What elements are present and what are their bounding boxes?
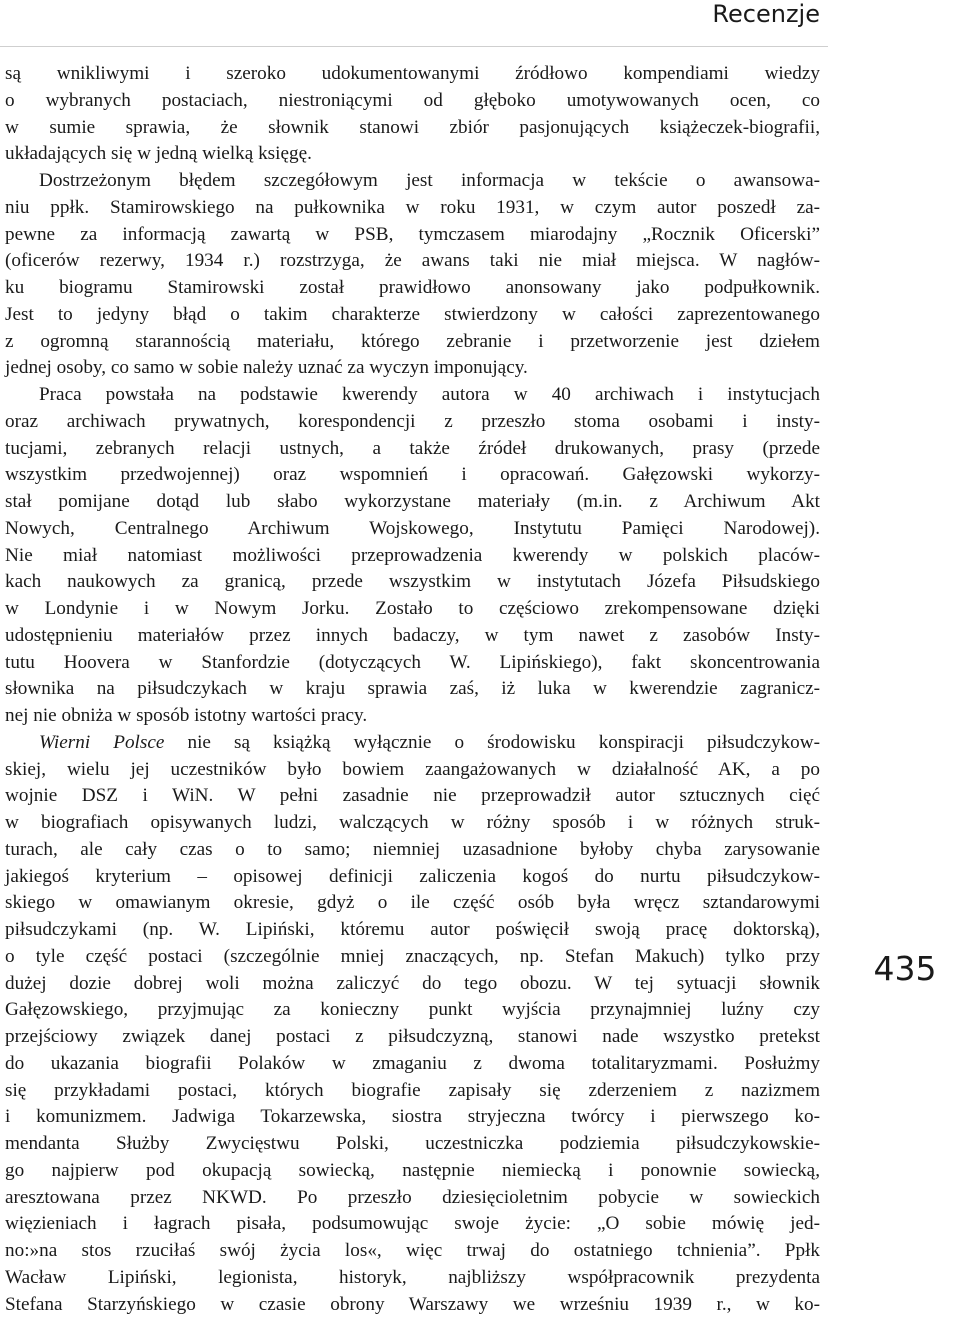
text-line-rest: nie są książką wyłącznie o środowisku konspiracji piłsudczykow-: [187, 731, 821, 753]
text-line: więzieniach i łagrach pisała, podsumowując swoje życie: „O sobie mówię jed-: [5, 1213, 820, 1235]
body-text: [5, 61, 820, 1318]
header-rule: [0, 46, 828, 47]
text-line: Praca powstała na podstawie kwerendy autora w 40 archiwach i instytucjach: [39, 384, 820, 405]
text-line: no:»na stos rzuciłaś swój życia los«, więc trwaj do ostatniego tchnienia”. Ppłk: [5, 1240, 820, 1261]
text-line: Nowych, Centralnego Archiwum Wojskowego, Instytutu Pamięci Narodowej).: [5, 517, 820, 539]
text-line: stał pomijane dotąd lub słabo wykorzystane materiały (m.in. z Archiwum Akt: [5, 491, 820, 512]
text-line: mendanta Służby Zwycięstwu Polski, uczestniczka podziemia piłsudczykowskie-: [5, 1133, 820, 1154]
text-line: Nie miał natomiast możliwości przeprowadzenia kwerendy w polskich placów-: [5, 544, 820, 566]
text-line: turach, ale cały czas o to samo; niemniej uzasadnione byłoby chyba zarysowanie: [5, 838, 820, 860]
text-line: z ogromną starannością materiału, którego zebranie i przetworzenie jest dziełem: [5, 330, 820, 352]
text-line: kach naukowych za granicą, przede wszystkim w instytutach Józefa Piłsudskiego: [5, 571, 820, 593]
text-line: Wacław Lipiński, legionista, historyk, najbliższy współpracownik prezydenta: [5, 1266, 820, 1288]
text-line: w sumie sprawia, że słownik stanowi zbiór pasjonujących książeczek-biografii,: [5, 116, 820, 138]
text-line: do ukazania biografii Polaków w zmaganiu z dwoma totalitaryzmami. Posłużmy: [5, 1052, 820, 1074]
text-line: nej nie obniża w sposób istotny wartości pracy.: [5, 705, 368, 726]
text-line: słownika na piłsudczykach w kraju sprawia zaś, iż luka w kwerendzie zagranicz-: [5, 678, 820, 700]
text-line: układających się w jedną wielką księgę.: [5, 143, 312, 165]
text-line: wojnie DSZ i WiN. W pełni zasadnie nie przeprowadził autor sztucznych cięć: [5, 785, 820, 807]
text-line: jakiegoś kryterium – opisowej definicji zaliczenia kogoś do nurtu piłsudczykow-: [5, 865, 820, 887]
text-line: przejściowy związek danej postaci z piłsudczyzną, stanowi nade wszystko pretekst: [5, 1026, 820, 1047]
text-line: skiej, wielu jej uczestników było bowiem zaangażowanych w działalność AK, a po: [5, 758, 820, 780]
text-line: tutu Hoovera w Stanfordzie (dotyczących W. Lipińskiego), fakt skoncentrowania: [5, 651, 820, 673]
text-line: wszystkim przedwojennej) oraz wspomnień i opracowań. Gałęzowski wykorzy-: [5, 464, 820, 486]
page-number: 435: [873, 949, 937, 988]
text-line: niu ppłk. Stamirowskiego na pułkownika w roku 1931, w czym autor poszedł za-: [5, 196, 820, 218]
section-header: Recenzje: [712, 0, 820, 28]
text-line: Jest to jedyny błąd o takim charakterze stwierdzony w całości zaprezentowanego: [5, 303, 820, 325]
text-line: tucjami, zebranych relacji ustnych, a także źródeł drukowanych, prasy (przede: [5, 437, 820, 459]
text-line: się przykładami postaci, których biografie zapisały się zderzeniem z nazizmem: [5, 1079, 820, 1101]
book-title: Wierni Polsce: [39, 731, 165, 753]
text-line: Stefana Starzyńskiego w czasie obrony Warszawy we wrześniu 1939 r., w ko-: [5, 1293, 820, 1315]
text-line: dużej dozie dobrej woli można zaliczyć do tego obozu. W tej sytuacji słownik: [5, 972, 820, 994]
text-line: pewne za informacją zawartą w PSB, tymczasem miarodajny „Rocznik Oficerski”: [5, 223, 820, 245]
text-line: oraz archiwach prywatnych, korespondencji z przeszło stoma osobami i insty-: [5, 410, 820, 432]
text-line: w biografiach opisywanych ludzi, walczących w różny sposób i w różnych struk-: [5, 812, 820, 833]
text-line: piłsudczykami (np. W. Lipiński, któremu autor poświęcił swoją pracę doktorską),: [5, 919, 820, 940]
text-line: Gałęzowskiego, przyjmując za konieczny punkt wyjścia przynajmniej luźny czy: [5, 999, 820, 1021]
text-line: w Londynie i w Nowym Jorku. Zostało to częściowo zrekompensowane dzięki: [5, 598, 820, 619]
text-line: skiego w omawianym okresie, gdyż o ile część osób była wręcz sztandarowymi: [5, 892, 820, 914]
text-line: Dostrzeżonym błędem szczegółowym jest informacja w tekście o awansowa-: [39, 170, 820, 191]
text-line: o wybranych postaciach, niestroniącymi od głęboko umotywowanych ocen, co: [5, 89, 820, 111]
text-line: udostępnieniu materiałów przez innych badaczy, w tym nawet z zasobów Insty-: [5, 624, 820, 646]
text-line: (oficerów rezerwy, 1934 r.) rozstrzyga, że awans taki nie miał miejsca. W nagłów-: [5, 250, 820, 272]
text-line: ku biogramu Stamirowski został prawidłowo anonsowany jako podpułkownik.: [5, 277, 820, 298]
text-line: go najpierw pod okupacją sowiecką, następnie niemiecką i ponownie sowiecką,: [5, 1159, 820, 1181]
text-line: i komunizmem. Jadwiga Tokarzewska, siostra stryjeczna twórcy i pierwszego ko-: [5, 1106, 820, 1128]
text-line: są wnikliwymi i szeroko udokumentowanymi źródłowo kompendiami wiedzy: [5, 63, 820, 84]
text-line: aresztowana przez NKWD. Po przeszło dziesięcioletnim pobycie w sowieckich: [5, 1186, 820, 1208]
text-line-with-title: [5, 730, 820, 757]
text-line: o tyle część postaci (szczególnie mniej znaczących, np. Stefan Makuch) tylko przy: [5, 945, 820, 967]
text-line: jednej osoby, co samo w sobie należy uznać za wyczyn imponujący.: [5, 357, 528, 379]
